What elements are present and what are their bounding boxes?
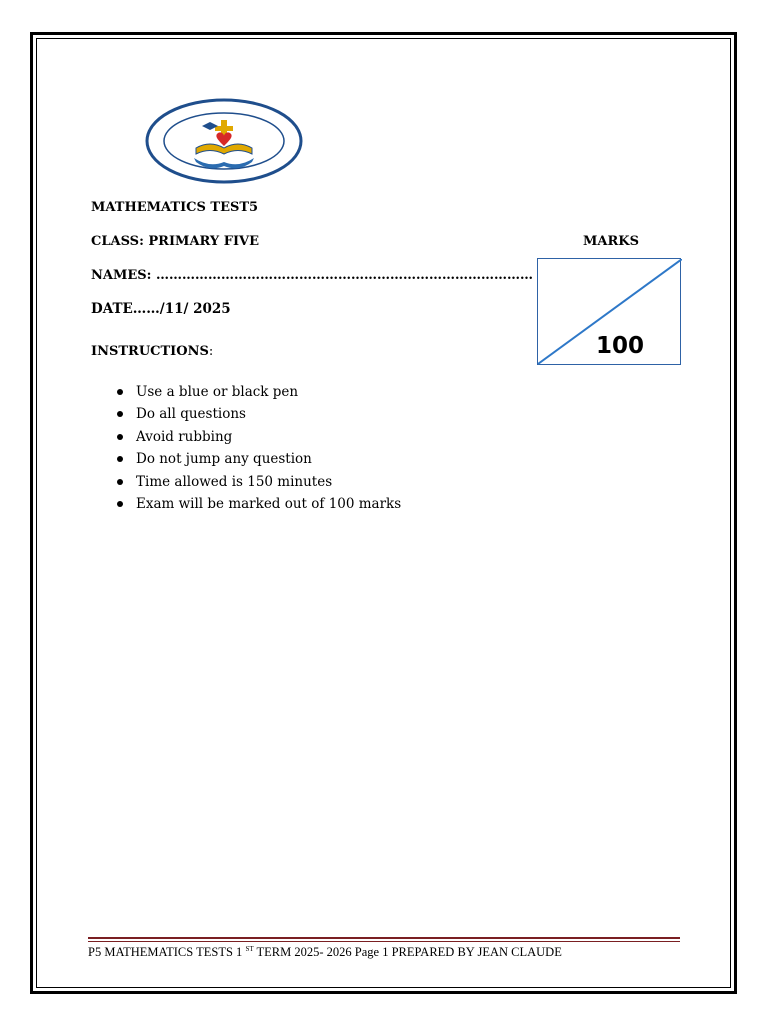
names-field: NAMES: …………………………………………………………………………… xyxy=(91,268,533,283)
page-footer xyxy=(88,945,562,960)
date-field: DATE……/11/ 2025 xyxy=(91,301,231,317)
class-line: CLASS: PRIMARY FIVE xyxy=(91,234,260,249)
list-item xyxy=(117,404,401,426)
bullet-icon xyxy=(117,434,123,440)
instruction-text: Avoid rubbing xyxy=(136,428,233,445)
test-title: MATHEMATICS TEST5 xyxy=(91,200,259,215)
marks-label: MARKS xyxy=(583,234,639,249)
bullet-icon xyxy=(117,501,123,507)
instructions-list xyxy=(117,382,401,516)
instructions-heading xyxy=(91,344,213,359)
footer-superscript: ST xyxy=(245,945,254,953)
instructions-label: INSTRUCTIONS xyxy=(91,344,209,359)
instructions-colon: : xyxy=(208,344,214,359)
list-item xyxy=(117,472,401,494)
list-item xyxy=(117,382,401,404)
footer-text-rest: TERM 2025- 2026 Page 1 PREPARED BY JEAN CLAUDE xyxy=(253,945,562,959)
marks-total: 100 xyxy=(596,333,645,359)
instruction-text: Do all questions xyxy=(136,406,246,423)
footer-text: P5 MATHEMATICS TESTS 1 xyxy=(88,945,246,959)
bullet-icon xyxy=(117,456,123,462)
footer-rule xyxy=(88,937,680,939)
bullet-icon xyxy=(117,411,123,417)
instruction-text: Do not jump any question xyxy=(136,451,312,468)
list-item xyxy=(117,494,401,516)
list-item xyxy=(117,449,401,471)
instruction-text: Time allowed is 150 minutes xyxy=(136,473,333,490)
bullet-icon xyxy=(117,389,123,395)
list-item xyxy=(117,427,401,449)
bullet-icon xyxy=(117,479,123,485)
school-logo xyxy=(144,98,304,184)
footer-rule-thin xyxy=(88,941,680,942)
instruction-text: Exam will be marked out of 100 marks xyxy=(136,495,402,512)
instruction-text: Use a blue or black pen xyxy=(136,384,299,400)
